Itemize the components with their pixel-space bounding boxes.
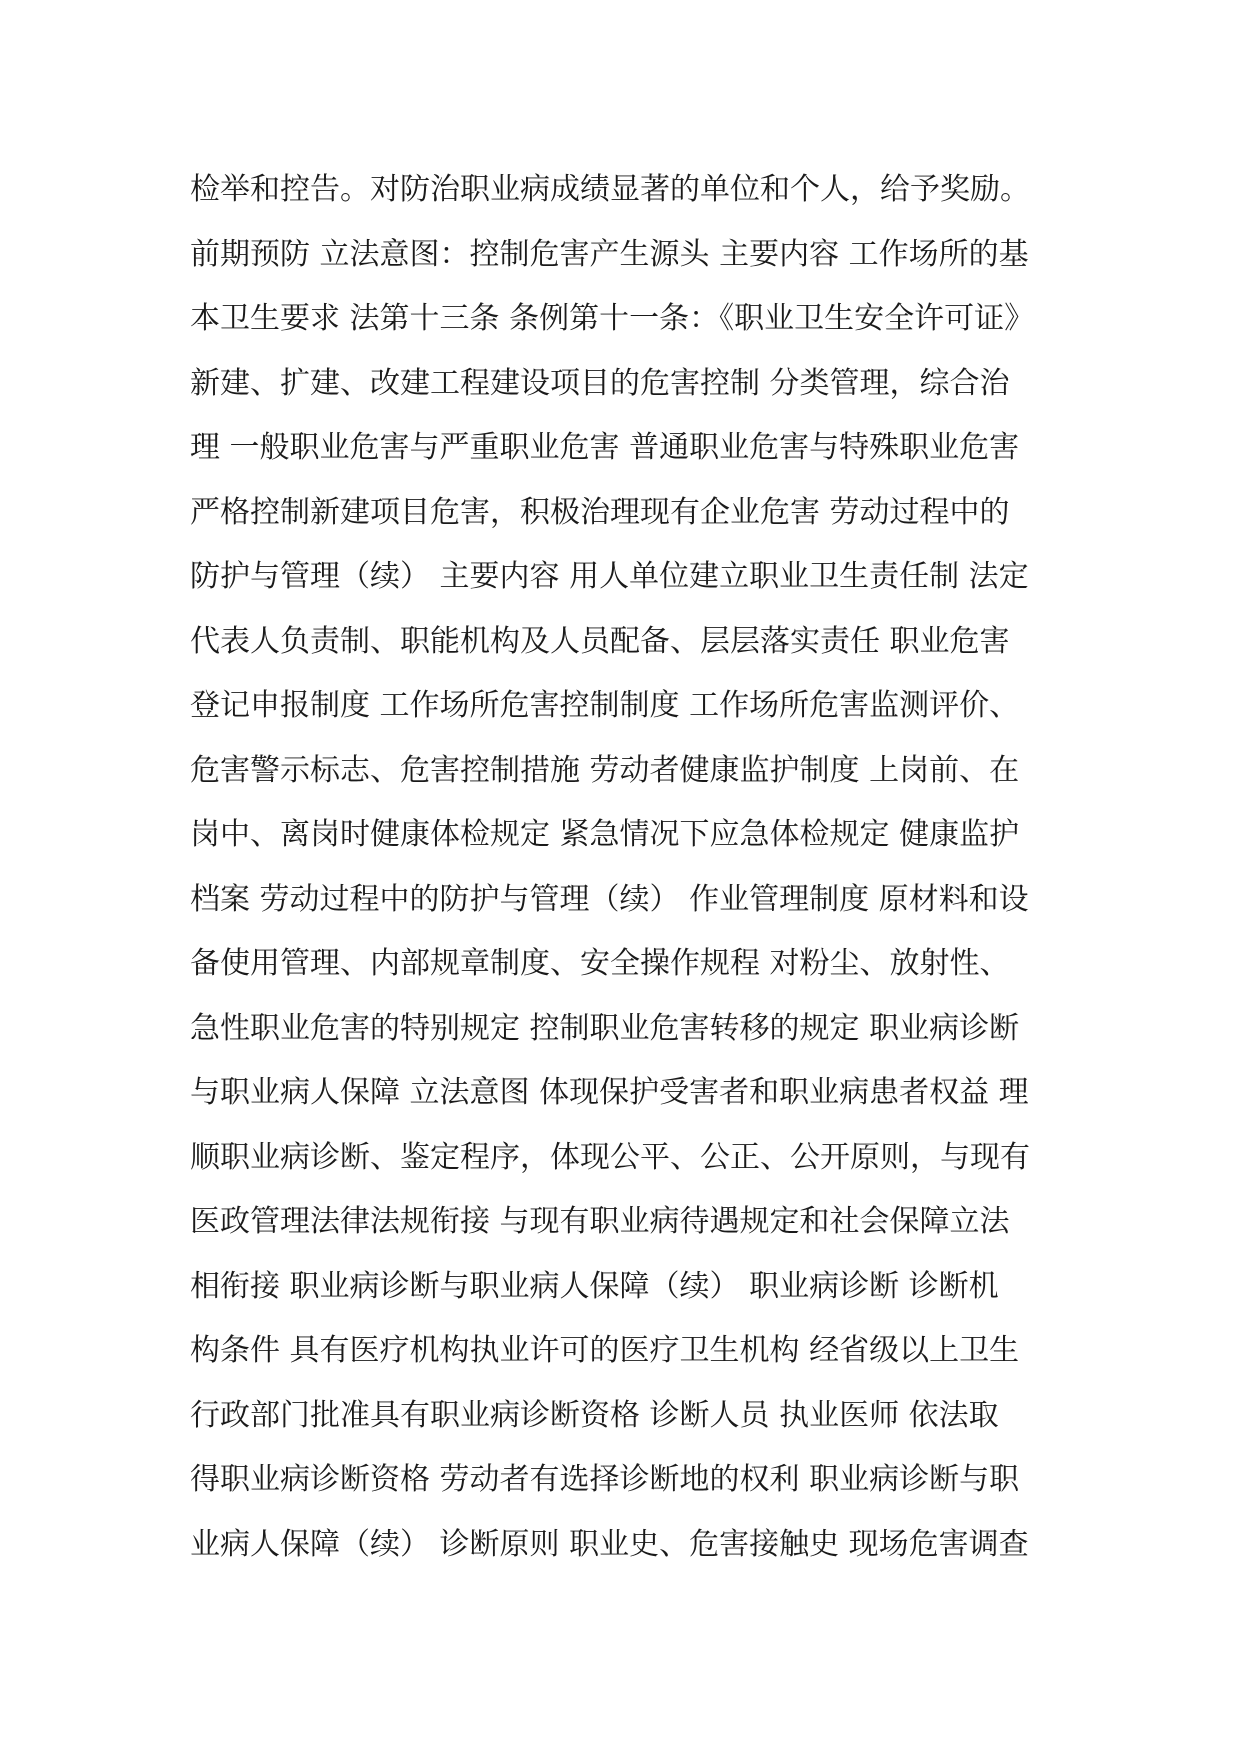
text-line: 代表人负责制、职能机构及人员配备、层层落实责任 职业危害 (190, 623, 1010, 659)
text-line: 构条件 具有医疗机构执业许可的医疗卫生机构 经省级以上卫生 (190, 1333, 1020, 1368)
text-line: 登记申报制度 工作场所危害控制制度 工作场所危害监测评价、 (190, 688, 1020, 723)
text-line: 新建、扩建、改建工程建设项目的危害控制 分类管理，综合治 (190, 365, 1010, 401)
text-line: 备使用管理、内部规章制度、安全操作规程 对粉尘、放射性、 (190, 946, 1010, 981)
text-line: 理 一般职业危害与严重职业危害 普通职业危害与特殊职业危害 (190, 430, 1020, 465)
text-line: 医政管理法律法规衔接 与现有职业病待遇规定和社会保障立法 (190, 1204, 1010, 1239)
text-line: 档案 劳动过程中的防护与管理（续） 作业管理制度 原材料和设 (190, 881, 1029, 917)
text-line: 与职业病人保障 立法意图 体现保护受害者和职业病患者权益 理 (190, 1075, 1029, 1110)
text-line: 前期预防 立法意图：控制危害产生源头 主要内容 工作场所的基 (190, 236, 1029, 272)
text-line: 本卫生要求 法第十三条 条例第十一条：《职业卫生安全许可证》 (190, 301, 1035, 336)
text-line: 严格控制新建项目危害，积极治理现有企业危害 劳动过程中的 (190, 494, 1010, 530)
text-line: 检举和控告。对防治职业病成绩显著的单位和个人，给予奖励。 (190, 172, 1030, 207)
text-line: 顺职业病诊断、鉴定程序，体现公平、公正、公开原则，与现有 (190, 1139, 1030, 1175)
text-line: 急性职业危害的特别规定 控制职业危害转移的规定 职业病诊断 (190, 1010, 1020, 1046)
text-line: 得职业病诊断资格 劳动者有选择诊断地的权利 职业病诊断与职 (190, 1462, 1020, 1497)
text-line: 行政部门批准具有职业病诊断资格 诊断人员 执业医师 依法取 (190, 1397, 999, 1433)
body-text (190, 158, 1070, 1577)
text-line: 防护与管理（续） 主要内容 用人单位建立职业卫生责任制 法定 (190, 559, 1029, 594)
text-line: 岗中、离岗时健康体检规定 紧急情况下应急体检规定 健康监护 (190, 817, 1020, 852)
text-line: 业病人保障（续） 诊断原则 职业史、危害接触史 现场危害调查 (190, 1526, 1029, 1562)
text-line: 危害警示标志、危害控制措施 劳动者健康监护制度 上岗前、在 (190, 752, 1020, 788)
text-line: 相衔接 职业病诊断与职业病人保障（续） 职业病诊断 诊断机 (190, 1268, 999, 1304)
